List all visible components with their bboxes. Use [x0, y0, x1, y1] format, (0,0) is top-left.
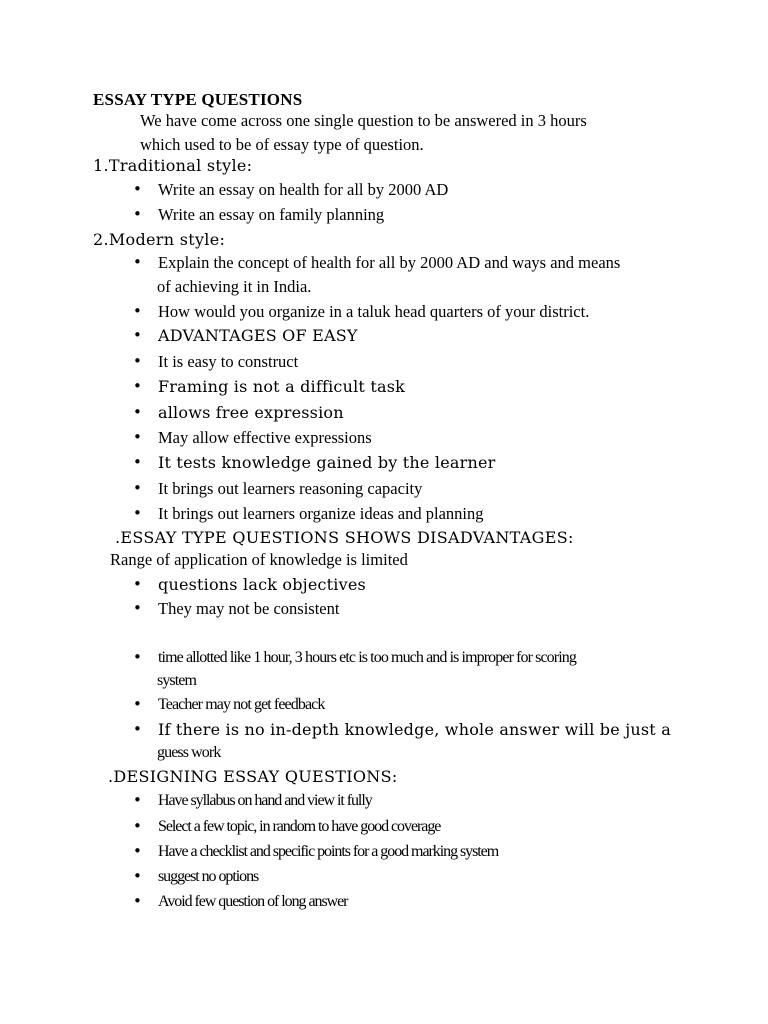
- bullet-icon: •: [133, 403, 142, 421]
- list-item-text: They may not be consistent: [158, 599, 340, 618]
- list-item-text: Explain the concept of health for all by 2000 AD and ways and means: [158, 253, 621, 272]
- bullet-icon: •: [133, 720, 142, 738]
- bullet-icon: •: [133, 575, 142, 593]
- list-item-text: Select a few topic, in random to have good coverage: [158, 818, 441, 835]
- list-item-text: If there is no in-depth knowledge, whole answer will be just a: [158, 720, 671, 739]
- list-item-text: allows free expression: [158, 403, 344, 422]
- bullet-icon: •: [133, 695, 142, 713]
- bullet-icon: •: [133, 892, 142, 910]
- bullet-icon: •: [133, 817, 142, 835]
- list-item-text: It tests knowledge gained by the learner: [158, 453, 496, 472]
- list-item-text: It is easy to construct: [158, 352, 299, 371]
- section-subline: Range of application of knowledge is limited: [110, 550, 408, 569]
- bullet-icon: •: [133, 648, 142, 666]
- intro-line-1: We have come across one single question to be answered in 3 hours: [140, 111, 587, 130]
- bullet-icon: •: [133, 302, 142, 320]
- list-item-text: Have a checklist and specific points for a good marking system: [158, 843, 499, 860]
- list-item-text: suggest no options: [158, 868, 259, 885]
- bullet-icon: •: [133, 453, 142, 471]
- list-item-text: Have syllabus on hand and view it fully: [158, 792, 372, 809]
- section-heading-modern: 2.Modern style:: [93, 230, 226, 249]
- list-item-text: Write an essay on family planning: [158, 205, 385, 224]
- list-item-text: It brings out learners organize ideas and planning: [158, 504, 484, 523]
- list-item-text: Framing is not a difficult task: [158, 377, 405, 396]
- list-item-text: Teacher may not get feedback: [158, 696, 325, 713]
- bullet-icon: •: [133, 599, 142, 617]
- list-item-text: May allow effective expressions: [158, 428, 372, 447]
- list-item-text: Avoid few question of long answer: [158, 893, 348, 910]
- bullet-icon: •: [133, 791, 142, 809]
- bullet-icon: •: [133, 377, 142, 395]
- list-item-text: How would you organize in a taluk head quarters of your district.: [158, 302, 590, 321]
- list-item-continuation: of achieving it in India.: [157, 277, 312, 296]
- page-title: ESSAY TYPE QUESTIONS: [93, 90, 303, 109]
- bullet-icon: •: [133, 180, 142, 198]
- list-item-text: ADVANTAGES OF EASY: [158, 326, 358, 345]
- intro-line-2: which used to be of essay type of question.: [140, 135, 424, 154]
- bullet-icon: •: [133, 867, 142, 885]
- list-item-text: Write an essay on health for all by 2000 AD: [158, 180, 449, 199]
- list-item-text: questions lack objectives: [158, 575, 366, 594]
- bullet-icon: •: [133, 205, 142, 223]
- section-heading-traditional: 1.Traditional style:: [93, 156, 253, 175]
- bullet-icon: •: [133, 504, 142, 522]
- list-item-text: time allotted like 1 hour, 3 hours etc is too much and is improper for scoring: [158, 649, 576, 666]
- list-item-text: It brings out learners reasoning capacity: [158, 479, 423, 498]
- bullet-icon: •: [133, 479, 142, 497]
- section-heading-disadvantages: .ESSAY TYPE QUESTIONS SHOWS DISADVANTAGES:: [115, 528, 574, 547]
- bullet-icon: •: [133, 253, 142, 271]
- list-item-continuation: system: [157, 672, 197, 689]
- bullet-icon: •: [133, 428, 142, 446]
- list-item-continuation: guess work: [157, 744, 221, 761]
- bullet-icon: •: [133, 326, 142, 344]
- section-heading-designing: .DESIGNING ESSAY QUESTIONS:: [108, 767, 398, 786]
- bullet-icon: •: [133, 352, 142, 370]
- bullet-icon: •: [133, 842, 142, 860]
